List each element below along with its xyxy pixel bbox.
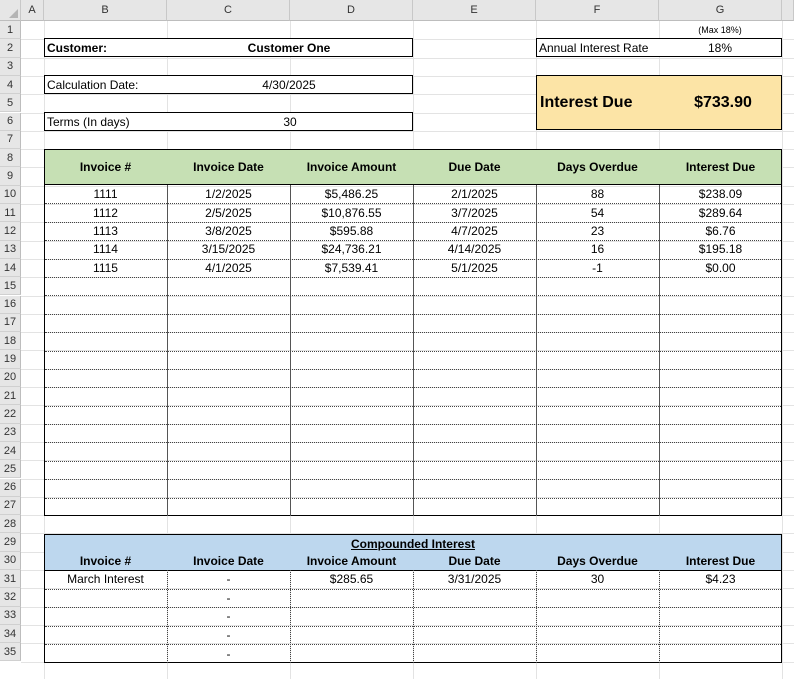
main-table-cell[interactable]: 1115	[93, 260, 118, 275]
main-row-divider	[45, 442, 781, 443]
row-header-32[interactable]: 32	[0, 588, 21, 606]
main-table-cell[interactable]: $595.88	[329, 223, 374, 238]
row-header-1[interactable]: 1	[0, 21, 21, 39]
main-table-cell[interactable]: 1113	[93, 223, 118, 238]
main-table-cell[interactable]: 54	[590, 205, 605, 220]
row-header-22[interactable]: 22	[0, 405, 21, 423]
compound-table-cell[interactable]: -	[226, 628, 231, 643]
main-table-cell[interactable]: $195.18	[698, 242, 743, 257]
column-header-blank	[782, 0, 794, 21]
compound-row-divider	[45, 589, 781, 590]
main-table-cell[interactable]: $0.00	[705, 260, 736, 275]
compound-table-cell[interactable]: 3/31/2025	[447, 572, 502, 587]
column-header-e[interactable]: E	[413, 0, 536, 21]
row-header-12[interactable]: 12	[0, 222, 21, 240]
interest-due-value[interactable]: $733.90	[694, 93, 752, 111]
main-table-cell[interactable]: 1114	[93, 242, 118, 257]
main-table-cell[interactable]: 3/8/2025	[205, 223, 252, 238]
column-header-g[interactable]: G	[659, 0, 782, 21]
main-row-divider	[45, 351, 781, 352]
compound-table-cell[interactable]: March Interest	[67, 572, 144, 587]
compound-table-cell[interactable]: $4.23	[705, 572, 736, 587]
row-header-8[interactable]: 8	[0, 149, 21, 167]
compound-table-cell[interactable]: -	[226, 590, 231, 605]
compound-table-cell[interactable]: -	[226, 646, 231, 661]
row-header-14[interactable]: 14	[0, 259, 21, 277]
main-table-cell[interactable]: 16	[590, 242, 605, 257]
customer-value[interactable]: Customer One	[247, 40, 331, 55]
row-header-29[interactable]: 29	[0, 533, 21, 551]
main-table-cell[interactable]: $238.09	[698, 187, 743, 202]
compound-row-divider	[45, 644, 781, 645]
compound-header-cell[interactable]: Invoice #	[79, 554, 132, 568]
row-header-23[interactable]: 23	[0, 424, 21, 442]
main-row-divider	[45, 369, 781, 370]
main-row-divider	[45, 295, 781, 296]
main-table-cell[interactable]: $24,736.21	[321, 242, 382, 257]
main-table-cell[interactable]: $7,539.41	[324, 260, 379, 275]
compound-row-divider	[45, 626, 781, 627]
row-header-3[interactable]: 3	[0, 58, 21, 76]
row-header-20[interactable]: 20	[0, 369, 21, 387]
main-table-cell[interactable]: -1	[592, 260, 603, 275]
row-header-24[interactable]: 24	[0, 442, 21, 460]
row-header-10[interactable]: 10	[0, 186, 21, 204]
compound-header-cell[interactable]: Interest Due	[685, 554, 756, 568]
row-header-13[interactable]: 13	[0, 241, 21, 259]
main-table-cell[interactable]: $10,876.55	[321, 205, 382, 220]
rate-value[interactable]: 18%	[707, 40, 733, 55]
row-header-35[interactable]: 35	[0, 643, 21, 661]
main-row-divider	[45, 424, 781, 425]
compound-header-cell[interactable]: Due Date	[448, 554, 501, 568]
customer-label[interactable]: Customer:	[47, 40, 108, 55]
interest-due-label[interactable]: Interest Due	[540, 93, 633, 111]
main-table-cell[interactable]: 2/1/2025	[451, 187, 498, 202]
row-header-28[interactable]: 28	[0, 515, 21, 533]
compound-row-divider	[45, 607, 781, 608]
compound-title[interactable]: Compounded Interest	[350, 537, 475, 551]
row-header-11[interactable]: 11	[0, 204, 21, 222]
column-header-c[interactable]: C	[167, 0, 290, 21]
column-header-a[interactable]: A	[21, 0, 44, 21]
compound-header-cell[interactable]: Days Overdue	[557, 554, 638, 568]
main-table-cell[interactable]: 3/7/2025	[451, 205, 498, 220]
row-header-30[interactable]: 30	[0, 552, 21, 570]
select-all-corner[interactable]	[0, 0, 21, 21]
main-header-cell[interactable]: Days Overdue	[557, 160, 638, 174]
calc-date-label[interactable]: Calculation Date:	[47, 77, 139, 92]
main-row-divider	[45, 387, 781, 388]
main-table-cell[interactable]: 2/5/2025	[205, 205, 252, 220]
row-header-19[interactable]: 19	[0, 350, 21, 368]
main-table-cell[interactable]: 88	[590, 187, 605, 202]
row-header-2[interactable]: 2	[0, 39, 21, 57]
row-header-33[interactable]: 33	[0, 607, 21, 625]
main-row-divider	[45, 461, 781, 462]
rate-note[interactable]: (Max 18%)	[698, 25, 742, 35]
row-header-15[interactable]: 15	[0, 277, 21, 295]
compound-table-cell[interactable]: 30	[590, 572, 605, 587]
main-row-divider	[45, 332, 781, 333]
main-table-cell[interactable]: 23	[590, 223, 605, 238]
row-header-26[interactable]: 26	[0, 479, 21, 497]
column-header-d[interactable]: D	[290, 0, 413, 21]
row-header-25[interactable]: 25	[0, 460, 21, 478]
main-header-cell[interactable]: Due Date	[448, 160, 501, 174]
main-table-cell[interactable]: 3/15/2025	[201, 242, 256, 257]
rate-label[interactable]: Annual Interest Rate	[539, 40, 649, 55]
main-table-cell[interactable]: $6.76	[705, 223, 736, 238]
row-header-21[interactable]: 21	[0, 387, 21, 405]
row-header-7[interactable]: 7	[0, 131, 21, 149]
row-header-18[interactable]: 18	[0, 332, 21, 350]
row-header-9[interactable]: 9	[0, 167, 21, 185]
column-header-f[interactable]: F	[536, 0, 659, 21]
main-table-cell[interactable]: $5,486.25	[324, 187, 379, 202]
terms-label[interactable]: Terms (In days)	[47, 114, 130, 129]
column-header-b[interactable]: B	[44, 0, 167, 21]
compound-header-cell[interactable]: Invoice Date	[193, 554, 264, 568]
row-header-17[interactable]: 17	[0, 314, 21, 332]
row-header-4[interactable]: 4	[0, 76, 21, 94]
main-table-cell[interactable]: 1111	[93, 187, 118, 202]
main-table-cell[interactable]: 1112	[93, 205, 118, 220]
compound-table-cell[interactable]: -	[226, 609, 231, 624]
main-row-divider	[45, 479, 781, 480]
terms-value[interactable]: 30	[283, 114, 297, 129]
row-header-16[interactable]: 16	[0, 296, 21, 314]
gridline-horizontal	[21, 58, 794, 59]
main-header-cell[interactable]: Invoice Amount	[306, 160, 397, 174]
row-header-27[interactable]: 27	[0, 497, 21, 515]
main-header-cell[interactable]: Invoice #	[79, 160, 132, 174]
main-table-cell[interactable]: 4/1/2025	[205, 260, 252, 275]
main-header-cell[interactable]: Interest Due	[685, 160, 756, 174]
main-row-divider	[45, 314, 781, 315]
main-header-cell[interactable]: Invoice Date	[193, 160, 264, 174]
row-header-6[interactable]: 6	[0, 113, 21, 131]
main-table-cell[interactable]: $289.64	[698, 205, 743, 220]
main-table-cell[interactable]: 4/7/2025	[451, 223, 498, 238]
calc-date-value[interactable]: 4/30/2025	[262, 77, 316, 92]
compound-table-cell[interactable]: -	[226, 572, 231, 587]
compound-table-cell[interactable]: $285.65	[329, 572, 374, 587]
row-header-5[interactable]: 5	[0, 94, 21, 112]
main-table-cell[interactable]: 5/1/2025	[451, 260, 498, 275]
compound-header-cell[interactable]: Invoice Amount	[306, 554, 397, 568]
main-table-cell[interactable]: 4/14/2025	[447, 242, 502, 257]
row-header-34[interactable]: 34	[0, 625, 21, 643]
main-row-divider	[45, 498, 781, 499]
row-header-31[interactable]: 31	[0, 570, 21, 588]
main-row-divider	[45, 277, 781, 278]
main-row-divider	[45, 406, 781, 407]
main-table-cell[interactable]: 1/2/2025	[205, 187, 252, 202]
